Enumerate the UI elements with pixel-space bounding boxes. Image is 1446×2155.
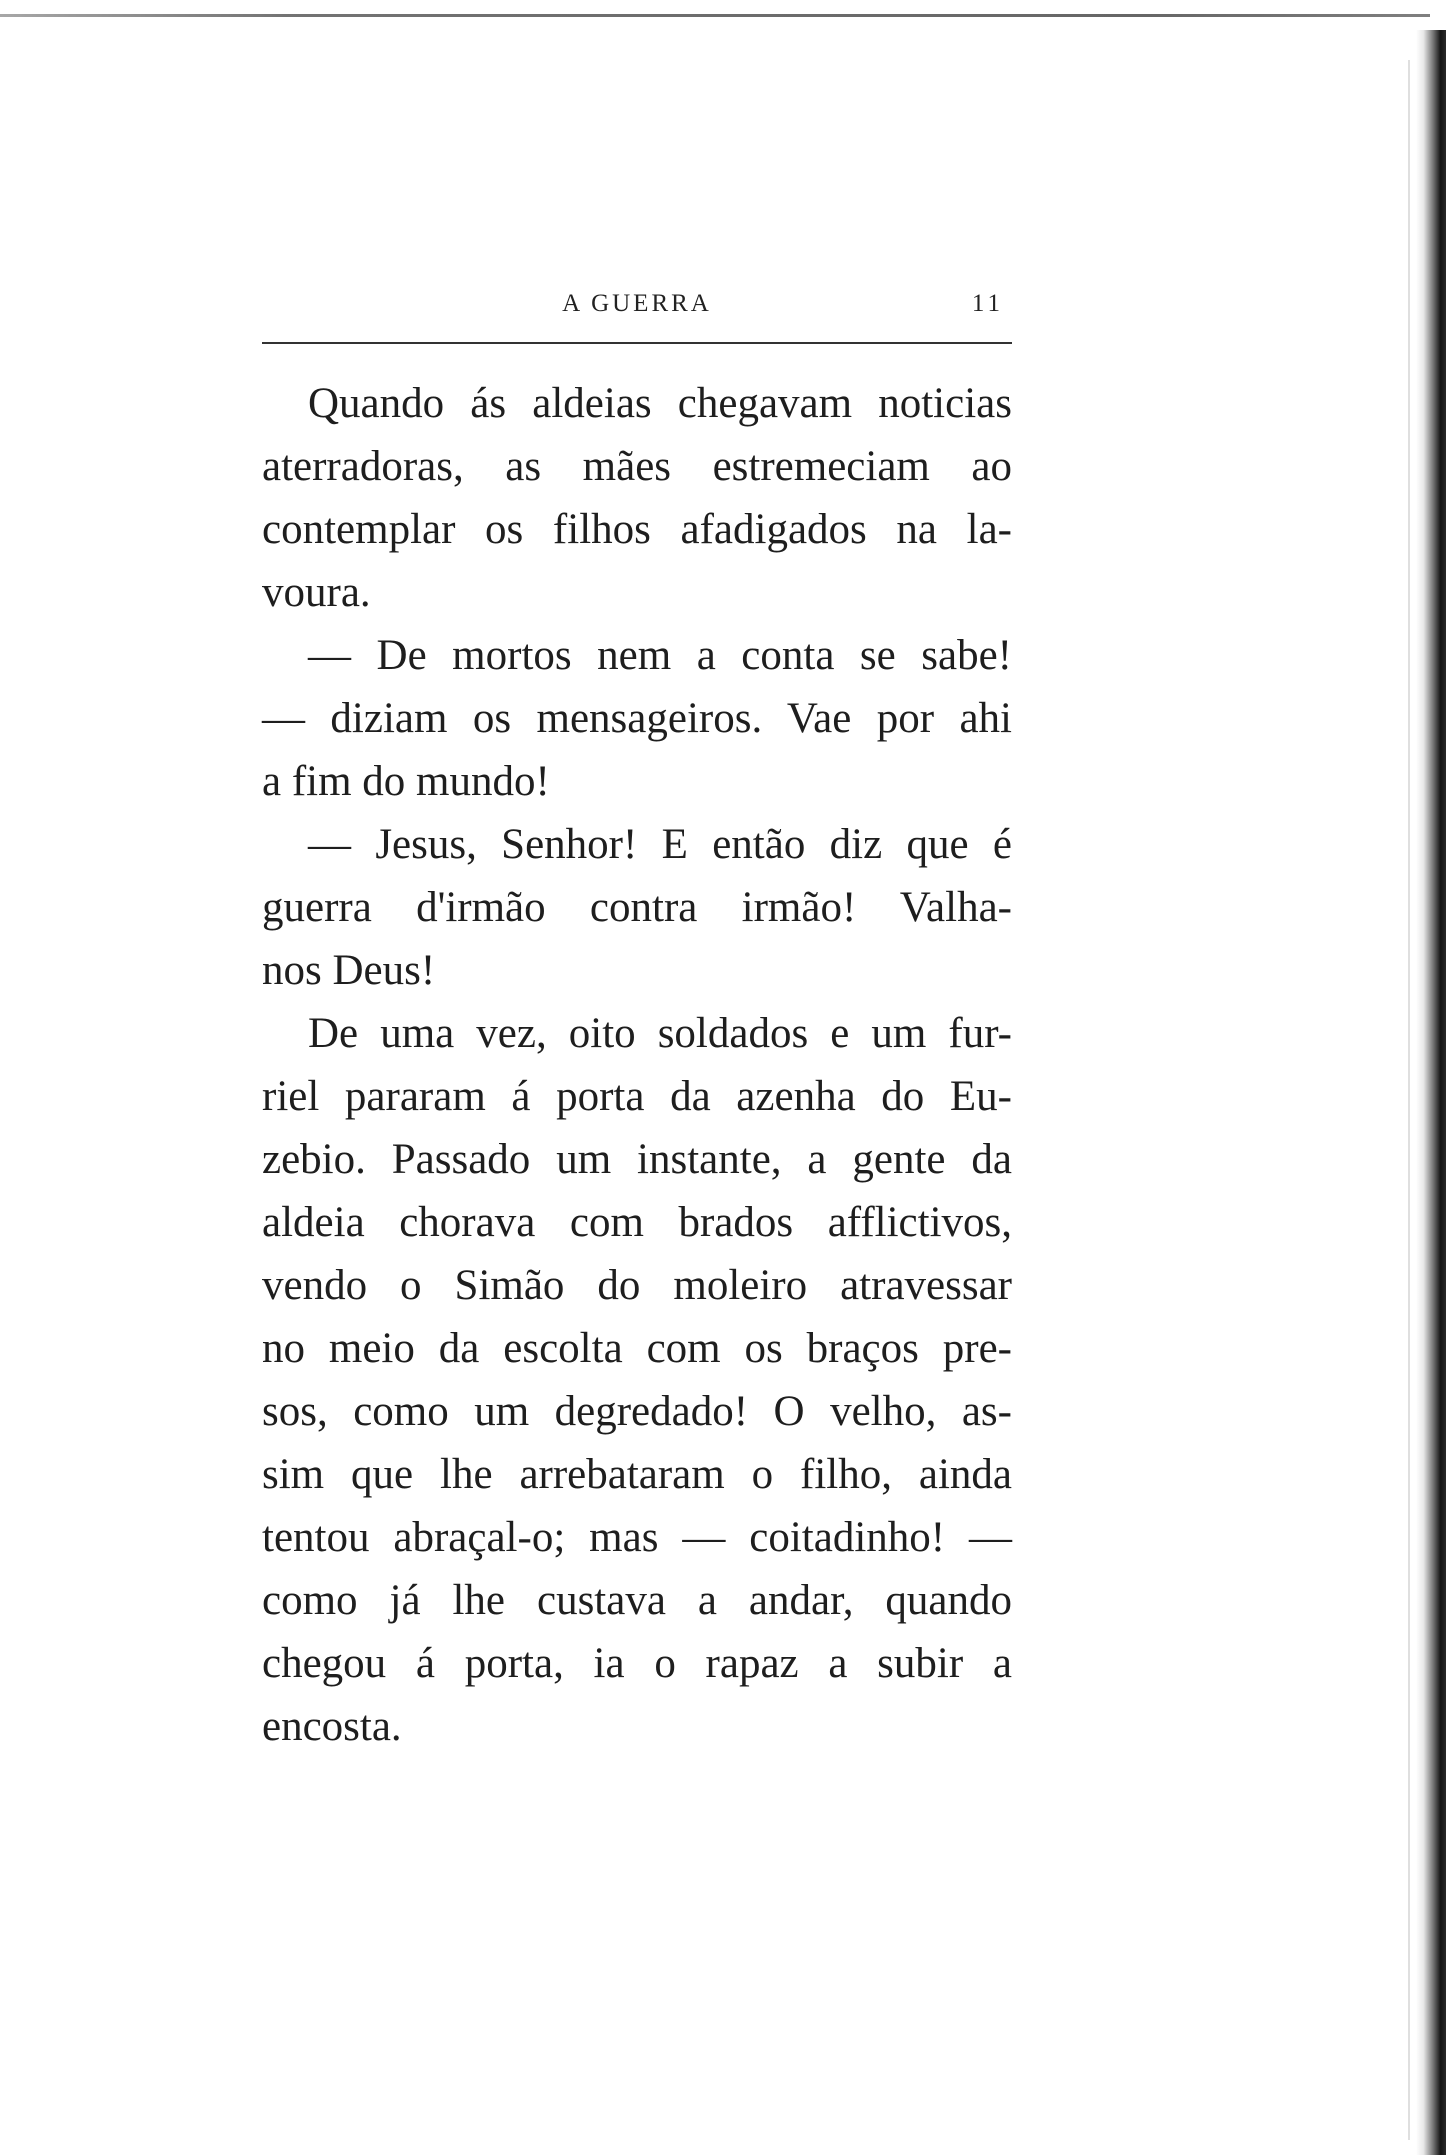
text-line: aldeia chorava com brados afflictivos, bbox=[262, 1199, 1012, 1246]
running-title: A GUERRA bbox=[562, 290, 712, 317]
scan-binding-edge bbox=[1416, 30, 1446, 2155]
text-line: guerra d'irmão contra irmão! Valha- bbox=[262, 884, 1012, 931]
text-line: tentou abraçal-o; mas — coitadinho! — bbox=[262, 1514, 1012, 1561]
text-line: — diziam os mensageiros. Vae por ahi bbox=[262, 695, 1012, 742]
text-line: como já lhe custava a andar, quando bbox=[262, 1577, 1012, 1624]
text-line: — De mortos nem a conta se sabe! bbox=[308, 632, 1012, 679]
text-line: riel pararam á porta da azenha do Eu- bbox=[262, 1073, 1012, 1120]
text-line: aterradoras, as mães estremeciam ao bbox=[262, 443, 1012, 490]
text-line: a fim do mundo! bbox=[262, 758, 550, 805]
scan-edge-shadow bbox=[1408, 60, 1410, 2140]
text-line: vendo o Simão do moleiro atravessar bbox=[262, 1262, 1012, 1309]
text-line: contemplar os filhos afadigados na la- bbox=[262, 506, 1012, 553]
text-line: — Jesus, Senhor! E então diz que é bbox=[308, 821, 1012, 868]
text-line: zebio. Passado um instante, a gente da bbox=[262, 1136, 1012, 1183]
text-line: voura. bbox=[262, 569, 371, 616]
text-line: sim que lhe arrebataram o filho, ainda bbox=[262, 1451, 1012, 1498]
text-line: nos Deus! bbox=[262, 947, 436, 994]
text-line: De uma vez, oito soldados e um fur- bbox=[308, 1010, 1012, 1057]
page-header bbox=[262, 286, 1012, 326]
text-line: chegou á porta, ia o rapaz a subir a bbox=[262, 1640, 1012, 1687]
body-text bbox=[262, 372, 1012, 1758]
page-number: 11 bbox=[971, 290, 1004, 317]
text-line: sos, como um degredado! O velho, as- bbox=[262, 1388, 1012, 1435]
header-rule bbox=[262, 342, 1012, 344]
text-line: Quando ás aldeias chegavam noticias bbox=[308, 380, 1012, 427]
text-line: encosta. bbox=[262, 1703, 402, 1750]
text-line: no meio da escolta com os braços pre- bbox=[262, 1325, 1012, 1372]
scan-top-border bbox=[0, 14, 1430, 17]
